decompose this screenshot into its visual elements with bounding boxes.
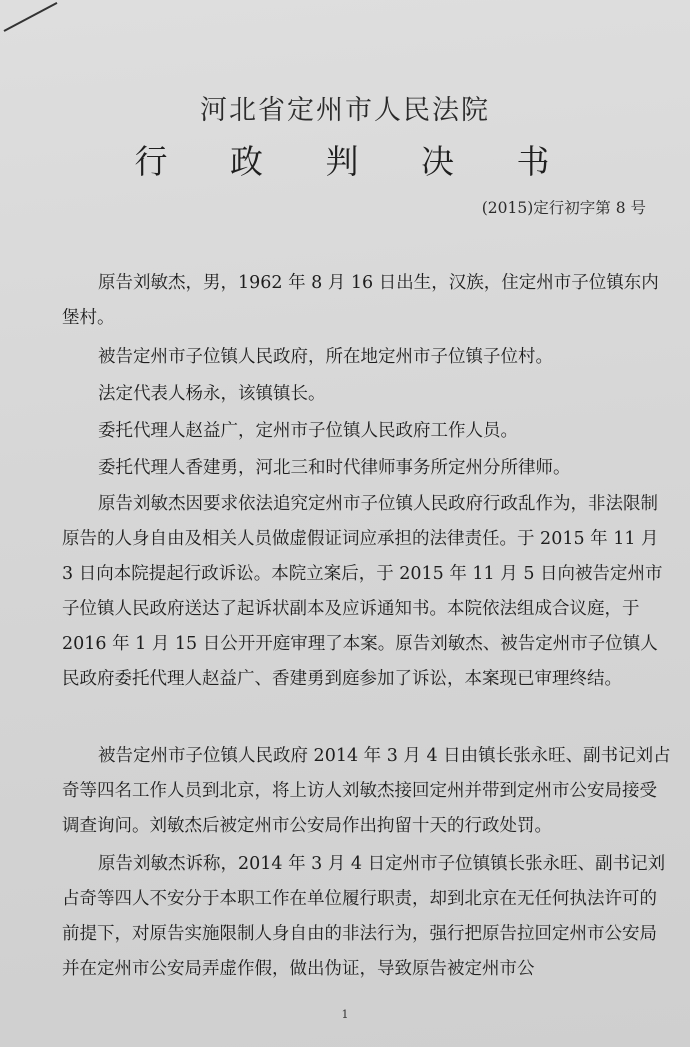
paragraph-plaintiff: 原告刘敏杰，男，1962 年 8 月 16 日出生，汉族，住定州市子位镇东内堡村。 [62,273,659,328]
pen-stroke-mark [4,2,58,32]
court-name: 河北省定州市人民法院 [200,95,490,126]
paragraph-defendant: 被告定州市子位镇人民政府，所在地定州市子位镇子位村。 [98,347,553,367]
paragraph-plaintiff-claims: 原告刘敏杰诉称，2014 年 3 月 4 日定州市子位镇镇长张永旺、副书记刘占奇等四人不安分于本职工作在单位履行职责，却到北京在无任何执法许可的前提下，对原告实施限制人身自由的非法行为，强行把原告拉回定州市公安局并在定州市公安局弄虚作假，做出伪证，导致原告被定州市公 [62,854,666,979]
paragraph-agent-1: 委托代理人赵益广，定州市子位镇人民政府工作人员。 [98,421,518,441]
paragraph-facts: 被告定州市子位镇人民政府 2014 年 3 月 4 日由镇长张永旺、副书记刘占奇等四名工作人员到北京，将上访人刘敏杰接回定州并带到定州市公安局接受调查询问。刘敏杰后被定州市公安局作出拘留十天的行政处罚。 [62,746,671,836]
paragraph-agent-2: 委托代理人香建勇，河北三和时代律师事务所定州分所律师。 [98,458,571,478]
paragraph-case-history: 原告刘敏杰因要求依法追究定州市子位镇人民政府行政乱作为，非法限制原告的人身自由及相关人员做虚假证词应承担的法律责任。于 2015 年 11 月 3 日向本院提起行政诉讼。本院立案后，于 2015 年 11 月 5 日向被告定州市子位镇人民政府送达了起诉状副本及应诉通知书。本院依法组成合议庭，于 2016 年 1 月 15 日公开开庭审理了本案。原告刘敏杰、被告定州市子位镇人民政府委托代理人赵益广、香建勇到庭参加了诉讼，本案现已审理终结。 [62,494,663,689]
page-number: 1 [341,1008,349,1021]
document-title: 行 政 判 决 书 [134,142,576,181]
paragraph-legal-representative: 法定代表人杨永，该镇镇长。 [98,384,326,404]
case-number: (2015)定行初字第 8 号 [481,199,646,217]
